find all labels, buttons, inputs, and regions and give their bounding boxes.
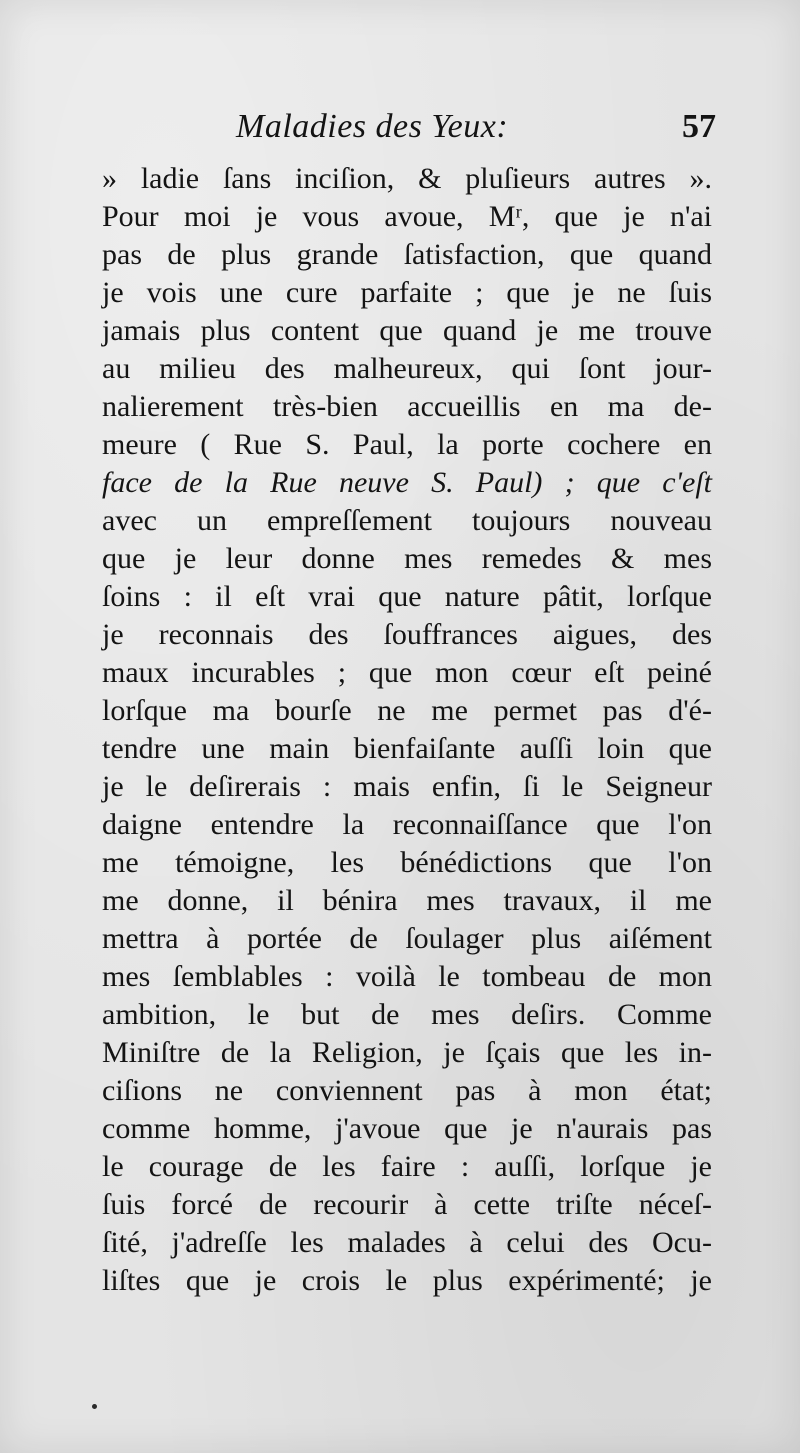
text-line: tendre une main bienfaiſante auſſi loin que xyxy=(102,732,712,765)
page-header xyxy=(236,108,716,152)
text-line: pas de plus grande ſatisfaction, que quand xyxy=(102,238,712,271)
text-line: ſité, j'adreſſe les malades à celui des Ocu- xyxy=(102,1226,712,1259)
text-line: face de la Rue neuve S. Paul) ; que c'eſt xyxy=(102,466,712,499)
text-line: avec un empreſſement toujours nouveau xyxy=(102,504,712,537)
text-line: daigne entendre la reconnaiſſance que l'on xyxy=(102,808,712,841)
text-line: lorſque ma bourſe ne me permet pas d'é- xyxy=(102,694,712,727)
text-line: jamais plus content que quand je me trouve xyxy=(102,314,712,347)
text-line: je le deſirerais : mais enfin, ſi le Seigneur xyxy=(102,770,712,803)
text-line: » ladie ſans inciſion, & pluſieurs autres ». xyxy=(102,162,712,195)
text-line: je vois une cure parfaite ; que je ne ſuis xyxy=(102,276,712,309)
text-line: me donne, il bénira mes travaux, il me xyxy=(102,884,712,917)
text-line: maux incurables ; que mon cœur eſt peiné xyxy=(102,656,712,689)
text-line: Pour moi je vous avoue, Mʳ, que je n'ai xyxy=(102,200,712,233)
page-number: 57 xyxy=(682,108,716,145)
text-line: au milieu des malheureux, qui ſont jour- xyxy=(102,352,712,385)
text-line: ciſions ne conviennent pas à mon état; xyxy=(102,1074,712,1107)
body-text xyxy=(102,160,712,1300)
text-line: liſtes que je crois le plus expérimenté; je xyxy=(102,1264,712,1297)
text-line: meure ( Rue S. Paul, la porte cochere en xyxy=(102,428,712,461)
text-line: mes ſemblables : voilà le tombeau de mon xyxy=(102,960,712,993)
running-title: Maladies des Yeux: xyxy=(236,108,509,145)
text-line: mettra à portée de ſoulager plus aiſément xyxy=(102,922,712,955)
text-line: Miniſtre de la Religion, je ſçais que les in- xyxy=(102,1036,712,1069)
text-line: ambition, le but de mes deſirs. Comme xyxy=(102,998,712,1031)
text-line: comme homme, j'avoue que je n'aurais pas xyxy=(102,1112,712,1145)
text-line: que je leur donne mes remedes & mes xyxy=(102,542,712,575)
text-line: le courage de les faire : auſſi, lorſque je xyxy=(102,1150,712,1183)
text-line: ſoins : il eſt vrai que nature pâtit, lorſque xyxy=(102,580,712,613)
text-line: ſuis forcé de recourir à cette triſte néceſ- xyxy=(102,1188,712,1221)
ink-speck xyxy=(92,1404,97,1409)
text-line: me témoigne, les bénédictions que l'on xyxy=(102,846,712,879)
text-line: nalierement très-bien accueillis en ma de- xyxy=(102,390,712,423)
text-line: je reconnais des ſouffrances aigues, des xyxy=(102,618,712,651)
